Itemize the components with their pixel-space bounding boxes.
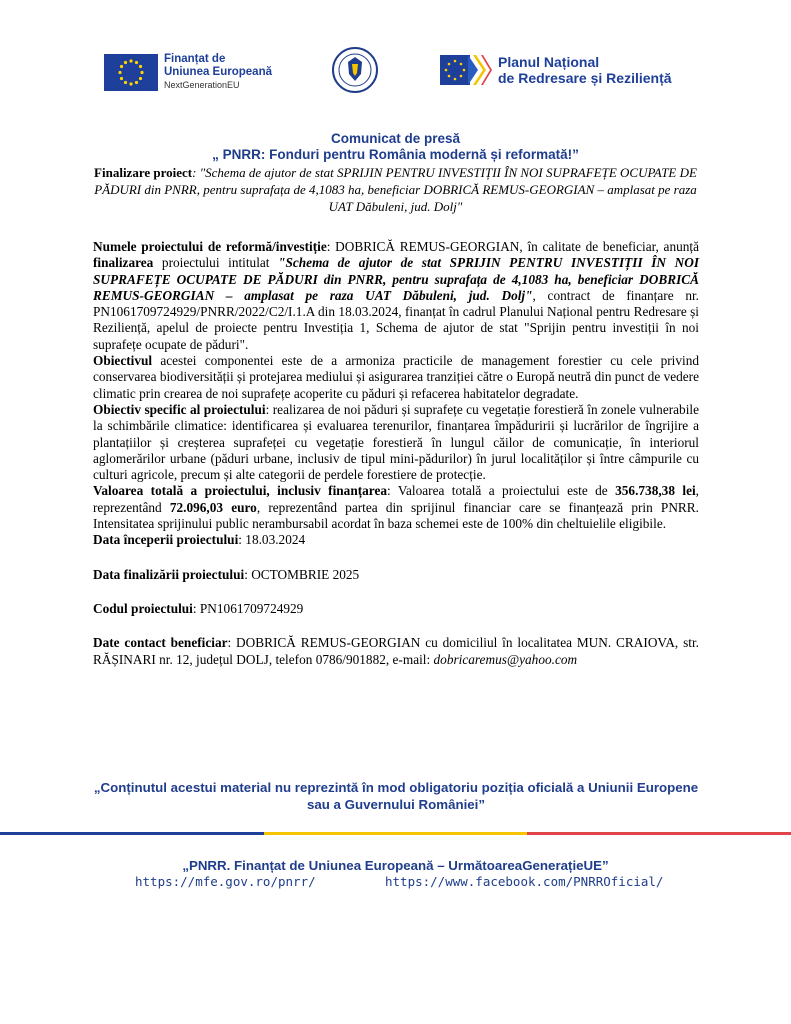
eu-logo-text bbox=[164, 53, 272, 92]
project-finalization-title bbox=[90, 164, 701, 215]
finalization-word: finalizarea bbox=[93, 255, 154, 271]
eu-logo bbox=[104, 53, 272, 92]
start-date-value: : 18.03.2024 bbox=[238, 532, 306, 548]
header-logos bbox=[0, 40, 791, 110]
project-title: "Schema de ajutor de stat SPRIJIN PENTRU INVESTIȚII ÎN NOI SUPRAFEȚE OCUPATE DE PĂDURI din PNRR, pentru suprafața de 4,1083 ha, beneficiar DOBRICĂ REMUS-GEORGIAN – amplasat pe raza UAT Dăbuleni, jud. Dolj" bbox=[93, 255, 699, 303]
total-value-lei: 356.738,38 lei bbox=[615, 483, 696, 499]
objective-paragraph bbox=[93, 353, 699, 402]
specific-objective-label: Obiectiv specific al proiectului bbox=[93, 401, 266, 417]
contact-email: dobricaremus@yahoo.com bbox=[433, 651, 578, 667]
pnrr-flag-icon bbox=[440, 55, 492, 85]
start-date-label: Data începerii proiectului bbox=[93, 532, 239, 548]
project-code-label: Codul proiectului bbox=[93, 600, 193, 616]
contact-text: : DOBRICĂ REMUS-GEORGIAN cu domiciliul în localitatea MUN. CRAIOVA, str. RĂȘINARI nr. 12, județul DOLJ, telefon 0786/901882, e-mail: bbox=[93, 635, 699, 667]
contact-paragraph bbox=[93, 635, 699, 668]
project-name-label: Numele proiectului de reformă/investiție bbox=[93, 239, 327, 254]
project-code-value: : PN1061709724929 bbox=[192, 600, 304, 616]
pnrr-logo-line1: Planul Național bbox=[498, 54, 600, 70]
project-name-text: : DOBRICĂ REMUS-GEORGIAN, în calitate de beneficiar, anunță bbox=[326, 239, 699, 254]
total-value-euro: 72.096,03 euro bbox=[169, 499, 257, 515]
total-value-text-a: : Valoarea totală a proiectului este de bbox=[387, 483, 616, 499]
title-block bbox=[90, 131, 701, 215]
start-date-paragraph bbox=[93, 532, 699, 548]
pnrr-logo-text bbox=[498, 54, 672, 86]
press-release-slogan: „ PNRR: Fonduri pentru România modernă și reformată!” bbox=[212, 147, 579, 162]
project-code-paragraph bbox=[93, 601, 699, 617]
eu-flag-icon bbox=[104, 54, 158, 91]
specific-objective-paragraph bbox=[93, 402, 699, 483]
objective-text: acestei componentei este de a armoniza practicile de management forestier cu cele privind conservarea biodiversității și protejarea mediului și asigurarea tranziției către o Europă neutră din punct de vedere climatic prin crearea de noi suprafețe acoperite cu păduri și refacerea habitatelor degradate. bbox=[93, 353, 699, 401]
end-date-label: Data finalizării proiectului bbox=[93, 566, 245, 582]
total-value-label: Valoarea totală a proiectului, inclusiv finanțarea bbox=[93, 483, 388, 499]
total-value-text-c: , reprezentând partea din sprijinul financiar care se finanțează prin PNRR. Intensitatea sprijinului public nerambursabil acordat în baza schemei este de 100% din cheltuielile eligibile. bbox=[93, 499, 699, 532]
eu-logo-line2: Uniunea Europeană bbox=[164, 66, 272, 78]
contact-label: Date contact beneficiar bbox=[93, 635, 228, 651]
pnrr-logo-line2: de Redresare și Reziliență bbox=[498, 70, 672, 86]
disclaimer: „Conținutul acestui material nu reprezintă în mod obligatoriu poziția oficială a Uniunii Europene sau a Guvernului României” bbox=[93, 780, 699, 812]
contract-details: , contract de finanțare nr. PN1061709724929/PNRR/2022/C2/I.1.A din 18.03.2024, finanțat în cadrul Planului Național pentru Redresare și Reziliență, apelul de proiecte pentru Investiția 1, Schema de ajutor de stat "Sprijin pentru investiții în noi suprafețe ocupate de păduri". bbox=[93, 287, 699, 352]
mfe-link[interactable]: https://mfe.gov.ro/pnrr/ bbox=[135, 874, 316, 889]
total-value-text-b: , reprezentând bbox=[93, 483, 699, 515]
finalization-text: : "Schema de ajutor de stat SPRIJIN PENTRU INVESTIȚII ÎN NOI SUPRAFEȚE OCUPATE DE PĂDURI din PNRR, pentru suprafața de 4,1083 ha, beneficiar DOBRICĂ REMUS-GEORGIAN – amplasat pe raza UAT Dăbuleni, jud. Dolj" bbox=[94, 165, 697, 214]
facebook-link[interactable]: https://www.facebook.com/PNRROficial/ bbox=[385, 874, 664, 889]
total-value-paragraph bbox=[93, 483, 699, 532]
government-seal-icon bbox=[332, 47, 378, 93]
pnrr-logo bbox=[440, 54, 672, 86]
footer-color-bar bbox=[0, 832, 791, 835]
eu-logo-line1: Finanțat de bbox=[164, 53, 226, 65]
project-title-intro: proiectului intitulat bbox=[153, 255, 279, 271]
project-name-paragraph bbox=[93, 239, 699, 353]
specific-objective-text: : realizarea de noi păduri și suprafețe cu vegetație forestieră în zonele vulnerabile la schimbările climatice: identificarea și evaluarea terenurilor, finanțarea împăduririi și lucrărilor de îngrijire a plantațiilor și creșterea suprafeței cu vegetație forestieră în lungul căilor de comunicație, în interiorul aglomerărilor urbane (păduri urbane, inclusiv de tipul mini-pădurilor) în jurul localităților și între câmpurile cu culturi agricole, precum și alte categorii de perdele forestiere de protecție. bbox=[93, 401, 699, 483]
objective-label: Obiectivul bbox=[93, 353, 153, 369]
end-date-paragraph bbox=[93, 567, 699, 583]
eu-logo-line3: NextGenerationEU bbox=[164, 80, 240, 90]
press-release-heading: Comunicat de presă bbox=[330, 131, 461, 146]
footer-slogan: „PNRR. Finanțat de Uniunea Europeană – UrmătoareaGenerațieUE” bbox=[182, 858, 609, 873]
finalization-label: Finalizare proiect bbox=[94, 165, 193, 180]
end-date-value: : OCTOMBRIE 2025 bbox=[244, 566, 360, 582]
press-release-body bbox=[93, 239, 699, 668]
